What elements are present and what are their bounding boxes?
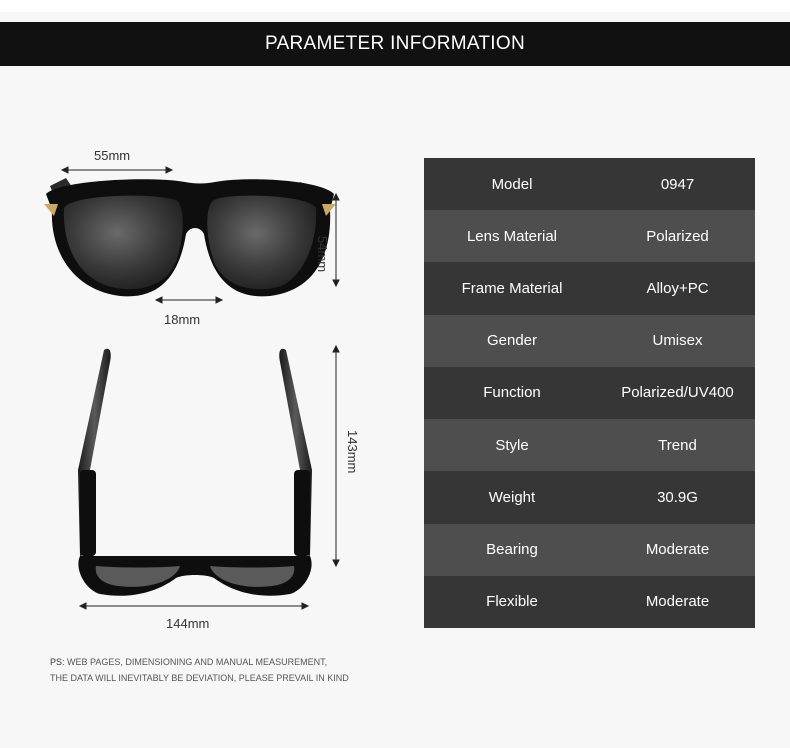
spec-label: Lens Material [466,227,558,245]
spec-value: Moderate [645,593,710,611]
spec-value: 30.9G [657,488,698,506]
spec-label: Style [495,436,529,454]
front-view-glasses [44,178,336,296]
spec-row-function [424,367,755,419]
spec-label: Flexible [486,593,538,611]
spec-row-frame-material [424,262,755,314]
spec-row-lens-material [424,210,755,262]
note-prefix: PS: [50,657,65,667]
temple-length-label: 143mm [345,430,360,474]
lens-width-label: 55mm [94,148,131,163]
frame-width-arrow [80,603,308,609]
spec-row-style [424,419,755,471]
sunglasses-dimension-figure [0,0,420,640]
lens-height-arrow [333,194,339,286]
spec-label: Weight [488,488,536,506]
spec-value: Polarized [646,227,709,245]
spec-row-weight [424,471,755,523]
temple-length-arrow [333,346,339,566]
frame-width-label: 144mm [166,616,210,631]
spec-value: Moderate [645,541,710,559]
bridge-arrow [156,297,222,303]
note-line-1 [50,654,410,670]
lens-width-arrow [62,167,172,173]
spec-label: Function [483,384,541,402]
spec-label: Gender [486,332,538,350]
spec-label: Model [491,175,533,193]
spec-value: 0947 [660,175,695,193]
sunglasses-illustration [0,0,420,640]
spec-row-flexible [424,576,755,628]
spec-label: Frame Material [461,280,563,298]
spec-table [424,158,755,628]
bridge-label: 18mm [164,312,201,327]
top-view-glasses [78,349,312,596]
note-line-2: THE DATA WILL INEVITABLY BE DEVIATION, PLEASE PREVAIL IN KIND [50,673,349,683]
note-text-1: WEB PAGES, DIMENSIONING AND MANUAL MEASUREMENT, [67,657,328,667]
spec-row-gender [424,315,755,367]
spec-label: Bearing [486,541,538,559]
spec-row-model [424,158,755,210]
spec-value: Alloy+PC [646,280,709,298]
lens-height-label: 54mm [315,236,330,273]
spec-row-bearing [424,524,755,576]
page-title-text: PARAMETER INFORMATION [265,33,525,54]
measurement-note [50,654,410,686]
spec-value: Trend [658,436,697,454]
spec-value: Polarized/UV400 [621,384,734,402]
spec-value: Umisex [652,332,703,350]
